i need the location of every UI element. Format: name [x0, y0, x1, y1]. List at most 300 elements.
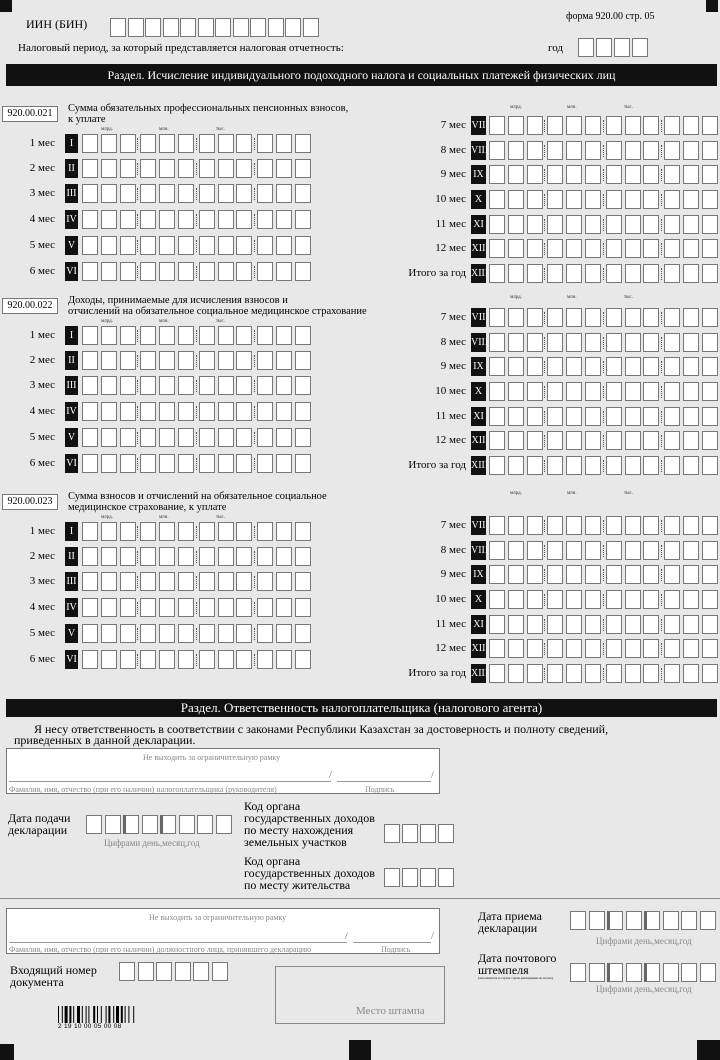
block3-right-row2-digit-cell[interactable]: [702, 541, 718, 560]
block2-left-row4-digit-cell[interactable]: [101, 402, 117, 421]
block3-right-row2-digit-cell[interactable]: [683, 541, 699, 560]
block1-left-row2-digit-cell[interactable]: [159, 159, 175, 178]
block3-right-row7-digit-cell[interactable]: [547, 664, 563, 683]
block3-left-row6-digit-cell[interactable]: [276, 650, 292, 669]
block1-right-row1-digit-cell[interactable]: [585, 116, 601, 135]
block3-left-row5-digit-cell[interactable]: [199, 624, 215, 643]
iin-digit-cell[interactable]: [303, 18, 319, 37]
block3-right-row4-digit-cell[interactable]: [585, 590, 601, 609]
block1-right-row1-digit-cell[interactable]: [508, 116, 524, 135]
postmark-date-digit-cell[interactable]: [570, 963, 586, 982]
block1-left-row3-digit-cell[interactable]: [120, 184, 136, 203]
receipt-date-digit-cell[interactable]: [681, 911, 697, 930]
block2-left-row6-digit-cell[interactable]: [257, 454, 273, 473]
block2-left-row6-digit-cell[interactable]: [101, 454, 117, 473]
block1-right-row7-digit-cell[interactable]: [664, 264, 680, 283]
block2-right-row5-digit-cell[interactable]: [508, 407, 524, 426]
block3-left-row3-digit-cell[interactable]: [82, 572, 98, 591]
block3-right-row1-digit-cell[interactable]: [643, 516, 659, 535]
block3-left-row5-digit-cell[interactable]: [159, 624, 175, 643]
block3-left-row6-digit-cell[interactable]: [101, 650, 117, 669]
block3-right-row5-digit-cell[interactable]: [585, 615, 601, 634]
block1-right-row6-digit-cell[interactable]: [664, 239, 680, 258]
block2-left-row4-digit-cell[interactable]: [295, 402, 311, 421]
submit-date-digit-cell[interactable]: [123, 815, 139, 834]
block1-right-row4-digit-cell[interactable]: [527, 190, 543, 209]
block2-right-row7-digit-cell[interactable]: [547, 456, 563, 475]
block3-left-row2-digit-cell[interactable]: [295, 547, 311, 566]
block3-left-row2-digit-cell[interactable]: [159, 547, 175, 566]
block3-left-row2-digit-cell[interactable]: [178, 547, 194, 566]
block3-right-row5-digit-cell[interactable]: [664, 615, 680, 634]
block2-right-row1-digit-cell[interactable]: [508, 308, 524, 327]
block3-right-row2-digit-cell[interactable]: [566, 541, 582, 560]
block1-left-row1-digit-cell[interactable]: [101, 134, 117, 153]
postmark-date-digit-cell[interactable]: [644, 963, 660, 982]
block3-left-row4-digit-cell[interactable]: [218, 598, 234, 617]
block1-right-row1-digit-cell[interactable]: [527, 116, 543, 135]
block2-right-row3-digit-cell[interactable]: [702, 357, 718, 376]
block3-left-row5-digit-cell[interactable]: [295, 624, 311, 643]
receipt-date-digit-cell[interactable]: [663, 911, 679, 930]
block3-left-row3-digit-cell[interactable]: [178, 572, 194, 591]
block1-left-row2-digit-cell[interactable]: [276, 159, 292, 178]
block2-left-row6-digit-cell[interactable]: [178, 454, 194, 473]
block2-right-row2-digit-cell[interactable]: [489, 333, 505, 352]
block3-right-row7-digit-cell[interactable]: [489, 664, 505, 683]
block1-left-row3-digit-cell[interactable]: [178, 184, 194, 203]
block2-left-row1-digit-cell[interactable]: [199, 326, 215, 345]
block3-right-row7-digit-cell[interactable]: [664, 664, 680, 683]
block3-right-row7-digit-cell[interactable]: [508, 664, 524, 683]
block1-right-row6-digit-cell[interactable]: [606, 239, 622, 258]
block1-left-row5-digit-cell[interactable]: [140, 236, 156, 255]
block2-left-row2-digit-cell[interactable]: [178, 351, 194, 370]
block3-right-row3-digit-cell[interactable]: [702, 565, 718, 584]
block3-left-row5-digit-cell[interactable]: [218, 624, 234, 643]
block1-right-row7-digit-cell[interactable]: [527, 264, 543, 283]
submit-date-digit-cell[interactable]: [105, 815, 121, 834]
block1-left-row2-digit-cell[interactable]: [295, 159, 311, 178]
block1-right-row7-digit-cell[interactable]: [547, 264, 563, 283]
block1-right-row4-digit-cell[interactable]: [664, 190, 680, 209]
block3-right-row7-digit-cell[interactable]: [606, 664, 622, 683]
block3-right-row6-digit-cell[interactable]: [585, 639, 601, 658]
block3-right-row7-digit-cell[interactable]: [566, 664, 582, 683]
block3-right-row2-digit-cell[interactable]: [643, 541, 659, 560]
block1-right-row1-digit-cell[interactable]: [606, 116, 622, 135]
block3-right-row2-digit-cell[interactable]: [489, 541, 505, 560]
block3-left-row2-digit-cell[interactable]: [199, 547, 215, 566]
block2-right-row3-digit-cell[interactable]: [508, 357, 524, 376]
block1-right-row5-digit-cell[interactable]: [606, 215, 622, 234]
block1-right-row4-digit-cell[interactable]: [625, 190, 641, 209]
block1-left-row2-digit-cell[interactable]: [178, 159, 194, 178]
block3-left-row5-digit-cell[interactable]: [120, 624, 136, 643]
block3-right-row5-digit-cell[interactable]: [683, 615, 699, 634]
block1-right-row6-digit-cell[interactable]: [585, 239, 601, 258]
block1-right-row3-digit-cell[interactable]: [606, 165, 622, 184]
block2-left-row4-digit-cell[interactable]: [120, 402, 136, 421]
block1-right-row6-digit-cell[interactable]: [683, 239, 699, 258]
iin-digit-cell[interactable]: [163, 18, 179, 37]
block3-left-row4-digit-cell[interactable]: [140, 598, 156, 617]
block3-left-row2-digit-cell[interactable]: [120, 547, 136, 566]
block1-right-row1-digit-cell[interactable]: [702, 116, 718, 135]
block1-right-row6-digit-cell[interactable]: [547, 239, 563, 258]
block2-left-row2-digit-cell[interactable]: [82, 351, 98, 370]
block2-right-row3-digit-cell[interactable]: [683, 357, 699, 376]
block3-left-row6-digit-cell[interactable]: [178, 650, 194, 669]
block1-right-row3-digit-cell[interactable]: [683, 165, 699, 184]
block1-left-row6-digit-cell[interactable]: [295, 262, 311, 281]
block1-right-row6-digit-cell[interactable]: [643, 239, 659, 258]
block3-left-row4-digit-cell[interactable]: [159, 598, 175, 617]
block3-left-row1-digit-cell[interactable]: [120, 522, 136, 541]
block2-right-row5-digit-cell[interactable]: [606, 407, 622, 426]
block3-left-row3-digit-cell[interactable]: [257, 572, 273, 591]
block1-left-row6-digit-cell[interactable]: [178, 262, 194, 281]
block3-left-row5-digit-cell[interactable]: [82, 624, 98, 643]
block2-right-row5-digit-cell[interactable]: [702, 407, 718, 426]
year-digit-cell[interactable]: [632, 38, 648, 57]
block3-left-row3-digit-cell[interactable]: [101, 572, 117, 591]
block3-left-row2-digit-cell[interactable]: [236, 547, 252, 566]
block1-right-row7-digit-cell[interactable]: [489, 264, 505, 283]
block2-left-row4-digit-cell[interactable]: [178, 402, 194, 421]
block1-left-row5-digit-cell[interactable]: [218, 236, 234, 255]
block3-right-row2-digit-cell[interactable]: [508, 541, 524, 560]
block2-right-row3-digit-cell[interactable]: [489, 357, 505, 376]
block3-left-row5-digit-cell[interactable]: [101, 624, 117, 643]
block1-left-row4-digit-cell[interactable]: [140, 210, 156, 229]
block2-right-row4-digit-cell[interactable]: [547, 382, 563, 401]
block1-left-row6-digit-cell[interactable]: [276, 262, 292, 281]
block1-right-row3-digit-cell[interactable]: [547, 165, 563, 184]
submit-date-digit-cell[interactable]: [142, 815, 158, 834]
block3-right-row3-digit-cell[interactable]: [585, 565, 601, 584]
block2-left-row4-digit-cell[interactable]: [82, 402, 98, 421]
block3-left-row3-digit-cell[interactable]: [140, 572, 156, 591]
block2-left-row3-digit-cell[interactable]: [276, 376, 292, 395]
block2-right-row4-digit-cell[interactable]: [683, 382, 699, 401]
block3-left-row6-digit-cell[interactable]: [295, 650, 311, 669]
block2-right-row1-digit-cell[interactable]: [664, 308, 680, 327]
block2-right-row4-digit-cell[interactable]: [625, 382, 641, 401]
block1-left-row2-digit-cell[interactable]: [257, 159, 273, 178]
block1-left-row6-digit-cell[interactable]: [120, 262, 136, 281]
submit-date-digit-cell[interactable]: [216, 815, 232, 834]
block3-right-row1-digit-cell[interactable]: [664, 516, 680, 535]
block1-left-row4-digit-cell[interactable]: [159, 210, 175, 229]
block3-left-row4-digit-cell[interactable]: [120, 598, 136, 617]
block3-right-row3-digit-cell[interactable]: [508, 565, 524, 584]
block1-left-row5-digit-cell[interactable]: [236, 236, 252, 255]
receipt-date-digit-cell[interactable]: [607, 911, 623, 930]
block1-left-row4-digit-cell[interactable]: [82, 210, 98, 229]
block1-right-row7-digit-cell[interactable]: [683, 264, 699, 283]
block2-left-row5-digit-cell[interactable]: [140, 428, 156, 447]
block2-left-row4-digit-cell[interactable]: [236, 402, 252, 421]
block1-left-row3-digit-cell[interactable]: [101, 184, 117, 203]
block3-left-row6-digit-cell[interactable]: [82, 650, 98, 669]
block2-right-row7-digit-cell[interactable]: [643, 456, 659, 475]
receipt-date-digit-cell[interactable]: [700, 911, 716, 930]
block3-right-row4-digit-cell[interactable]: [489, 590, 505, 609]
block2-right-row2-digit-cell[interactable]: [585, 333, 601, 352]
block2-left-row6-digit-cell[interactable]: [218, 454, 234, 473]
block3-left-row4-digit-cell[interactable]: [178, 598, 194, 617]
block1-right-row7-digit-cell[interactable]: [702, 264, 718, 283]
block3-left-row4-digit-cell[interactable]: [236, 598, 252, 617]
block2-right-row7-digit-cell[interactable]: [489, 456, 505, 475]
block2-right-row3-digit-cell[interactable]: [606, 357, 622, 376]
res-code-digit-cell[interactable]: [384, 868, 400, 887]
block1-right-row7-digit-cell[interactable]: [606, 264, 622, 283]
block1-right-row2-digit-cell[interactable]: [643, 141, 659, 160]
block2-left-row2-digit-cell[interactable]: [257, 351, 273, 370]
block3-right-row4-digit-cell[interactable]: [508, 590, 524, 609]
block3-left-row6-digit-cell[interactable]: [159, 650, 175, 669]
block2-left-row1-digit-cell[interactable]: [159, 326, 175, 345]
postmark-date-digit-cell[interactable]: [681, 963, 697, 982]
block3-right-row7-digit-cell[interactable]: [527, 664, 543, 683]
block1-left-row5-digit-cell[interactable]: [120, 236, 136, 255]
block1-left-row5-digit-cell[interactable]: [101, 236, 117, 255]
block1-right-row6-digit-cell[interactable]: [702, 239, 718, 258]
block3-left-row1-digit-cell[interactable]: [199, 522, 215, 541]
block2-right-row6-digit-cell[interactable]: [643, 431, 659, 450]
block2-right-row7-digit-cell[interactable]: [508, 456, 524, 475]
submit-date-digit-cell[interactable]: [197, 815, 213, 834]
block2-left-row4-digit-cell[interactable]: [276, 402, 292, 421]
year-digit-cell[interactable]: [578, 38, 594, 57]
iin-digit-cell[interactable]: [233, 18, 249, 37]
block3-left-row2-digit-cell[interactable]: [218, 547, 234, 566]
block2-left-row2-digit-cell[interactable]: [159, 351, 175, 370]
block1-left-row1-digit-cell[interactable]: [140, 134, 156, 153]
block1-left-row3-digit-cell[interactable]: [218, 184, 234, 203]
block3-left-row5-digit-cell[interactable]: [178, 624, 194, 643]
block3-right-row1-digit-cell[interactable]: [508, 516, 524, 535]
block2-right-row6-digit-cell[interactable]: [489, 431, 505, 450]
block3-right-row6-digit-cell[interactable]: [547, 639, 563, 658]
block1-left-row3-digit-cell[interactable]: [159, 184, 175, 203]
block3-right-row5-digit-cell[interactable]: [625, 615, 641, 634]
block3-right-row4-digit-cell[interactable]: [683, 590, 699, 609]
block3-right-row2-digit-cell[interactable]: [527, 541, 543, 560]
block1-right-row2-digit-cell[interactable]: [702, 141, 718, 160]
postmark-date-digit-cell[interactable]: [700, 963, 716, 982]
block1-left-row6-digit-cell[interactable]: [101, 262, 117, 281]
block2-right-row2-digit-cell[interactable]: [566, 333, 582, 352]
block3-right-row7-digit-cell[interactable]: [702, 664, 718, 683]
block3-right-row1-digit-cell[interactable]: [606, 516, 622, 535]
block3-left-row1-digit-cell[interactable]: [178, 522, 194, 541]
receipt-date-digit-cell[interactable]: [589, 911, 605, 930]
block3-right-row3-digit-cell[interactable]: [643, 565, 659, 584]
block2-right-row5-digit-cell[interactable]: [643, 407, 659, 426]
block1-left-row1-digit-cell[interactable]: [159, 134, 175, 153]
block1-right-row3-digit-cell[interactable]: [585, 165, 601, 184]
block1-right-row1-digit-cell[interactable]: [547, 116, 563, 135]
res-code-digit-cell[interactable]: [438, 868, 454, 887]
res-code-digit-cell[interactable]: [420, 868, 436, 887]
block2-left-row6-digit-cell[interactable]: [236, 454, 252, 473]
block3-left-row6-digit-cell[interactable]: [140, 650, 156, 669]
block2-left-row5-digit-cell[interactable]: [101, 428, 117, 447]
block3-right-row6-digit-cell[interactable]: [643, 639, 659, 658]
block3-left-row6-digit-cell[interactable]: [218, 650, 234, 669]
block3-right-row6-digit-cell[interactable]: [508, 639, 524, 658]
block2-right-row1-digit-cell[interactable]: [643, 308, 659, 327]
block2-right-row1-digit-cell[interactable]: [489, 308, 505, 327]
block1-left-row1-digit-cell[interactable]: [257, 134, 273, 153]
block1-right-row2-digit-cell[interactable]: [508, 141, 524, 160]
block3-left-row6-digit-cell[interactable]: [236, 650, 252, 669]
iin-digit-cell[interactable]: [198, 18, 214, 37]
block2-left-row2-digit-cell[interactable]: [295, 351, 311, 370]
block2-right-row1-digit-cell[interactable]: [527, 308, 543, 327]
year-digit-cell[interactable]: [596, 38, 612, 57]
block1-left-row5-digit-cell[interactable]: [159, 236, 175, 255]
block2-right-row6-digit-cell[interactable]: [527, 431, 543, 450]
block3-right-row4-digit-cell[interactable]: [566, 590, 582, 609]
block1-right-row4-digit-cell[interactable]: [606, 190, 622, 209]
block2-left-row2-digit-cell[interactable]: [120, 351, 136, 370]
block2-left-row1-digit-cell[interactable]: [257, 326, 273, 345]
block2-right-row7-digit-cell[interactable]: [585, 456, 601, 475]
block3-right-row1-digit-cell[interactable]: [683, 516, 699, 535]
block2-left-row3-digit-cell[interactable]: [82, 376, 98, 395]
block2-left-row1-digit-cell[interactable]: [276, 326, 292, 345]
block1-left-row4-digit-cell[interactable]: [295, 210, 311, 229]
block1-right-row2-digit-cell[interactable]: [566, 141, 582, 160]
block1-left-row4-digit-cell[interactable]: [178, 210, 194, 229]
block1-right-row3-digit-cell[interactable]: [702, 165, 718, 184]
block1-right-row3-digit-cell[interactable]: [527, 165, 543, 184]
block2-right-row3-digit-cell[interactable]: [625, 357, 641, 376]
block1-right-row6-digit-cell[interactable]: [566, 239, 582, 258]
block1-right-row5-digit-cell[interactable]: [625, 215, 641, 234]
block1-right-row2-digit-cell[interactable]: [606, 141, 622, 160]
block1-right-row3-digit-cell[interactable]: [508, 165, 524, 184]
block2-left-row3-digit-cell[interactable]: [199, 376, 215, 395]
block3-left-row4-digit-cell[interactable]: [199, 598, 215, 617]
block1-right-row5-digit-cell[interactable]: [566, 215, 582, 234]
block1-right-row2-digit-cell[interactable]: [547, 141, 563, 160]
block2-left-row3-digit-cell[interactable]: [236, 376, 252, 395]
block2-right-row7-digit-cell[interactable]: [664, 456, 680, 475]
block2-right-row5-digit-cell[interactable]: [566, 407, 582, 426]
block1-right-row7-digit-cell[interactable]: [585, 264, 601, 283]
block1-right-row4-digit-cell[interactable]: [683, 190, 699, 209]
block2-right-row5-digit-cell[interactable]: [664, 407, 680, 426]
block3-right-row1-digit-cell[interactable]: [585, 516, 601, 535]
block2-right-row7-digit-cell[interactable]: [683, 456, 699, 475]
block2-right-row2-digit-cell[interactable]: [664, 333, 680, 352]
block3-left-row2-digit-cell[interactable]: [82, 547, 98, 566]
incoming-digit-cell[interactable]: [156, 962, 172, 981]
block2-left-row1-digit-cell[interactable]: [295, 326, 311, 345]
block1-left-row6-digit-cell[interactable]: [218, 262, 234, 281]
block1-left-row1-digit-cell[interactable]: [218, 134, 234, 153]
block2-left-row4-digit-cell[interactable]: [257, 402, 273, 421]
block3-left-row1-digit-cell[interactable]: [140, 522, 156, 541]
block1-right-row1-digit-cell[interactable]: [489, 116, 505, 135]
block3-left-row4-digit-cell[interactable]: [276, 598, 292, 617]
block2-right-row1-digit-cell[interactable]: [702, 308, 718, 327]
block2-right-row4-digit-cell[interactable]: [489, 382, 505, 401]
block3-right-row6-digit-cell[interactable]: [664, 639, 680, 658]
block2-left-row5-digit-cell[interactable]: [236, 428, 252, 447]
block1-left-row5-digit-cell[interactable]: [257, 236, 273, 255]
block3-left-row3-digit-cell[interactable]: [120, 572, 136, 591]
block2-left-row6-digit-cell[interactable]: [140, 454, 156, 473]
block1-left-row1-digit-cell[interactable]: [295, 134, 311, 153]
block2-right-row1-digit-cell[interactable]: [585, 308, 601, 327]
block3-right-row2-digit-cell[interactable]: [625, 541, 641, 560]
block3-left-row3-digit-cell[interactable]: [295, 572, 311, 591]
block3-right-row3-digit-cell[interactable]: [489, 565, 505, 584]
block1-right-row2-digit-cell[interactable]: [527, 141, 543, 160]
block2-left-row5-digit-cell[interactable]: [82, 428, 98, 447]
block1-right-row3-digit-cell[interactable]: [664, 165, 680, 184]
block1-left-row2-digit-cell[interactable]: [82, 159, 98, 178]
iin-digit-cell[interactable]: [285, 18, 301, 37]
block3-right-row1-digit-cell[interactable]: [547, 516, 563, 535]
block2-right-row6-digit-cell[interactable]: [664, 431, 680, 450]
block3-left-row4-digit-cell[interactable]: [82, 598, 98, 617]
block1-right-row3-digit-cell[interactable]: [566, 165, 582, 184]
block2-right-row5-digit-cell[interactable]: [683, 407, 699, 426]
block2-right-row3-digit-cell[interactable]: [664, 357, 680, 376]
block3-left-row2-digit-cell[interactable]: [140, 547, 156, 566]
block3-right-row1-digit-cell[interactable]: [527, 516, 543, 535]
res-code-digit-cell[interactable]: [402, 868, 418, 887]
block1-left-row4-digit-cell[interactable]: [199, 210, 215, 229]
block2-right-row4-digit-cell[interactable]: [664, 382, 680, 401]
block2-left-row4-digit-cell[interactable]: [199, 402, 215, 421]
block3-right-row6-digit-cell[interactable]: [702, 639, 718, 658]
block1-left-row1-digit-cell[interactable]: [178, 134, 194, 153]
block1-right-row5-digit-cell[interactable]: [585, 215, 601, 234]
block2-left-row4-digit-cell[interactable]: [140, 402, 156, 421]
block2-left-row3-digit-cell[interactable]: [218, 376, 234, 395]
postmark-date-digit-cell[interactable]: [607, 963, 623, 982]
iin-digit-cell[interactable]: [145, 18, 161, 37]
block1-right-row6-digit-cell[interactable]: [527, 239, 543, 258]
official-name-box[interactable]: [6, 908, 440, 954]
block1-right-row5-digit-cell[interactable]: [547, 215, 563, 234]
block3-right-row4-digit-cell[interactable]: [547, 590, 563, 609]
block1-right-row2-digit-cell[interactable]: [683, 141, 699, 160]
block3-left-row1-digit-cell[interactable]: [295, 522, 311, 541]
block1-left-row6-digit-cell[interactable]: [236, 262, 252, 281]
block1-left-row4-digit-cell[interactable]: [120, 210, 136, 229]
block2-left-row5-digit-cell[interactable]: [295, 428, 311, 447]
block1-left-row5-digit-cell[interactable]: [178, 236, 194, 255]
block1-right-row6-digit-cell[interactable]: [625, 239, 641, 258]
block1-right-row4-digit-cell[interactable]: [547, 190, 563, 209]
block1-left-row3-digit-cell[interactable]: [140, 184, 156, 203]
incoming-digit-cell[interactable]: [193, 962, 209, 981]
block3-right-row5-digit-cell[interactable]: [643, 615, 659, 634]
block2-right-row4-digit-cell[interactable]: [585, 382, 601, 401]
block2-left-row5-digit-cell[interactable]: [178, 428, 194, 447]
block1-right-row1-digit-cell[interactable]: [566, 116, 582, 135]
block2-left-row6-digit-cell[interactable]: [295, 454, 311, 473]
